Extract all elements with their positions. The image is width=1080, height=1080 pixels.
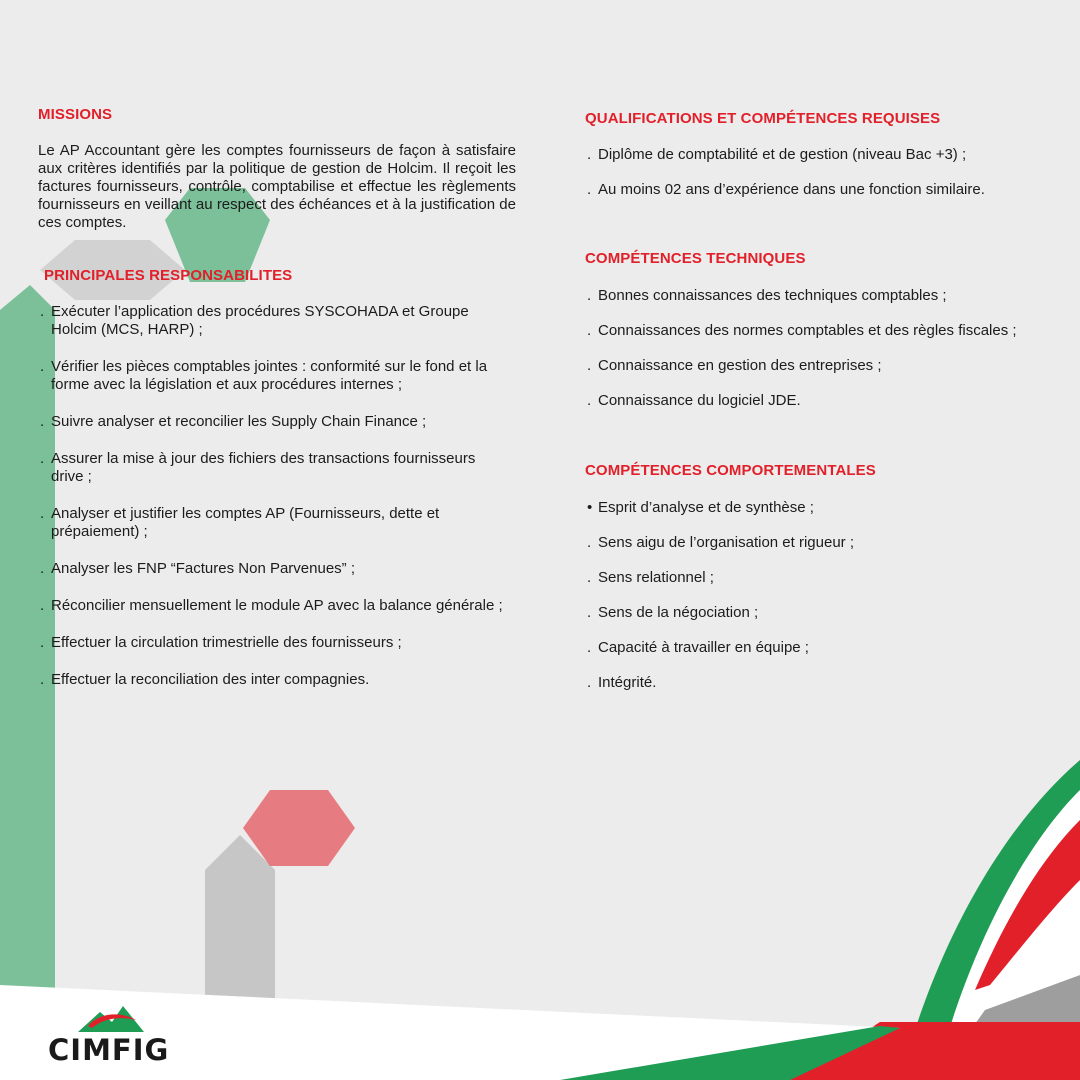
- list-item: . Connaissance en gestion des entreprises ;: [587, 357, 882, 374]
- responsabilites-heading: PRINCIPALES RESPONSABILITES: [44, 267, 293, 284]
- list-item: . Capacité à travailler en équipe ;: [587, 639, 809, 656]
- responsabilites-list: [38, 303, 508, 689]
- qualifications-list: [585, 146, 985, 199]
- qualifications-heading: QUALIFICATIONS ET COMPÉTENCES REQUISES: [585, 110, 941, 127]
- list-item: . Connaissances des normes comptables et des règles fiscales ;: [587, 322, 1017, 339]
- list-item: . Vérifier les pièces comptables jointes : conformité sur le fond et la forme avec la législation et aux procédures internes ;: [40, 358, 488, 393]
- list-item: . Sens de la négociation ;: [587, 604, 759, 621]
- list-item: • Esprit d’analyse et de synthèse ;: [587, 499, 814, 516]
- list-item: . Assurer la mise à jour des fichiers des transactions fournisseurs drive ;: [40, 450, 476, 485]
- left-column: [38, 106, 516, 689]
- list-item: . Au moins 02 ans d’expérience dans une fonction similaire.: [587, 181, 985, 198]
- list-item: . Effectuer la reconciliation des inter compagnies.: [40, 671, 370, 688]
- brand-name: CIMFIG: [48, 1033, 170, 1067]
- list-item: . Suivre analyser et reconcilier les Supply Chain Finance ;: [40, 413, 427, 430]
- list-item: . Réconcilier mensuellement le module AP avec la balance générale ;: [40, 597, 503, 614]
- cimfig-logo: [48, 1000, 178, 1070]
- grey-vertical-block: [205, 835, 275, 1000]
- missions-heading: MISSIONS: [38, 106, 113, 123]
- techniques-heading: COMPÉTENCES TECHNIQUES: [585, 250, 806, 267]
- list-item: . Bonnes connaissances des techniques comptables ;: [587, 287, 947, 304]
- list-item: . Effectuer la circulation trimestrielle des fournisseurs ;: [40, 634, 402, 651]
- list-item: . Diplôme de comptabilité et de gestion (niveau Bac +3) ;: [587, 146, 967, 163]
- list-item: . Connaissance du logiciel JDE.: [587, 392, 801, 409]
- right-column: [585, 110, 1035, 692]
- list-item: . Analyser et justifier les comptes AP (Fournisseurs, dette et prépaiement) ;: [40, 505, 440, 540]
- list-item: . Sens aigu de l’organisation et rigueur ;: [587, 534, 854, 551]
- comportementales-list: [585, 499, 1035, 692]
- comportementales-heading: COMPÉTENCES COMPORTEMENTALES: [585, 462, 876, 479]
- missions-text: Le AP Accountant gère les comptes fournisseurs de façon à satisfaire aux critères identifiés par la politique de gestion de Holcim. Il reçoit les factures fournisseurs, contrôle, comptabilise et effectue les règlements fournisseurs en veillant au respect des échéances et à la justification de ces comptes.: [38, 142, 516, 231]
- list-item: . Sens relationnel ;: [587, 569, 714, 586]
- list-item: . Intégrité.: [587, 674, 657, 691]
- list-item: . Exécuter l’application des procédures SYSCOHADA et Groupe Holcim (MCS, HARP) ;: [40, 303, 469, 338]
- list-item: . Analyser les FNP “Factures Non Parvenues” ;: [40, 560, 356, 577]
- techniques-list: [585, 287, 1035, 410]
